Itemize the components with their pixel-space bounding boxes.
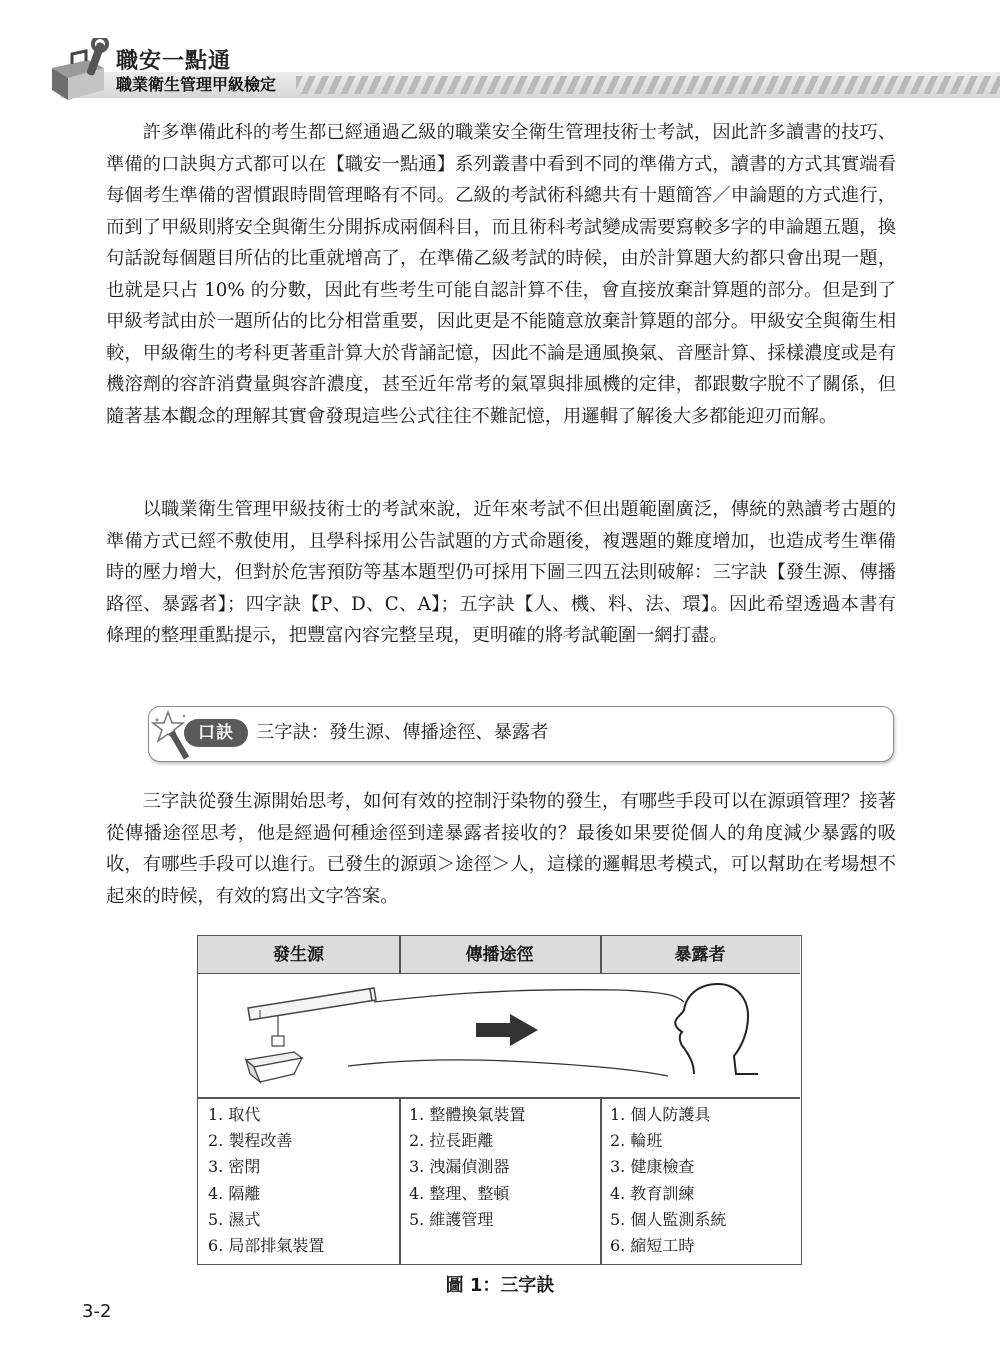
pathway-control-list: [409, 1102, 525, 1233]
paragraph-1: 許多準備此科的考生都已經通過乙級的職業安全衛生管理技術士考試，因此許多讀書的技巧、準備的口訣與方式都可以在【職安一點通】系列叢書中看到不同的準備方式，讀書的方式其實端看每個考生準備的習慣跟時間管理略有不同。乙級的考試術科總共有十題簡答／申論題的方式進行，而到了甲級則將安全與衛生分開拆成兩個科目，而且術科考試變成需要寫較多字的申論題五題，換句話說每個題目所佔的比重就增高了，在準備乙級考試的時候，由於計算題大約都只會出現一題，也就是只占 10% 的分數，因此有些考生可能自認計算不佳，會直接放棄計算題的部分。但是到了甲級考試由於一題所佔的比分相當重要，因此更是不能隨意放棄計算題的部分。甲級安全與衛生相較，甲級衛生的考科更著重計算大於背誦記憶，因此不論是通風換氣、音壓計算、採樣濃度或是有機溶劑的容許消費量與容許濃度，甚至近年常考的氣罩與排風機的定律，都跟數字脫不了關係，但隨著基本觀念的理解其實會發現這些公式往往不難記憶，用邏輯了解後大多都能迎刃而解。: [106, 122, 896, 427]
right-arrow-icon: [476, 1014, 538, 1046]
list-item: 3. 洩漏偵測器: [409, 1157, 510, 1177]
page-number: 3-2: [82, 1301, 112, 1322]
mnemonic-text: 三字訣：發生源、傳播途徑、暴露者: [256, 722, 549, 743]
list-item: 1. 取代: [208, 1105, 261, 1124]
list-item: 1. 個人防護具: [610, 1105, 711, 1124]
paragraph-2: 以職業衛生管理甲級技術士的考試來說，近年來考試不但出題範圍廣泛，傳統的熟讀考古題的準備方式已經不敷使用，且學科採用公告試題的方式命題後，複選題的難度增加，也造成考生準備時的壓力增大，但對於危害預防等基本題型仍可採用下圖三四五法則破解：三字訣【發生源、傳播路徑、暴露者】；四字訣【P、D、C、A】；五字訣【人、機、料、法、環】。因此希望透過本書有條理的整理重點提示，把豐富內容完整呈現，更明確的將考試範圍一網打盡。: [106, 499, 896, 646]
person-head-icon: [675, 984, 758, 1074]
list-item: 4. 整理、整頓: [409, 1183, 510, 1203]
list-item: 2. 製程改善: [208, 1131, 293, 1151]
exhaust-duct-icon: [248, 988, 376, 1020]
list-item: 5. 維護管理: [409, 1209, 494, 1229]
column-header-source: 發生源: [198, 936, 399, 974]
list-item: 1. 整體換氣裝置: [409, 1105, 526, 1124]
illustration-divider: [198, 1097, 800, 1099]
list-item: 4. 隔離: [208, 1183, 261, 1203]
list-item: 3. 健康檢查: [610, 1157, 695, 1177]
list-item: 4. 教育訓練: [610, 1183, 695, 1203]
list-item: 3. 密閉: [208, 1157, 261, 1177]
book-title: 職安一點通: [116, 49, 232, 74]
list-item: 2. 輪班: [610, 1131, 663, 1151]
list-item: 6. 局部排氣裝置: [208, 1236, 325, 1256]
column-divider: [399, 936, 401, 974]
column-divider: [600, 1097, 602, 1264]
book-subtitle: 職業衛生管理甲級檢定: [116, 75, 277, 94]
figure-caption: 圖 1：三字訣: [445, 1275, 555, 1296]
paragraph-3: 三字訣從發生源開始思考，如何有效的控制汙染物的發生，有哪些手段可以在源頭管理？接著從傳播途徑思考，他是經過何種途徑到達暴露者接收的？最後如果要從個人的角度減少暴露的吸收，有哪些手段可以進行。已發生的源頭＞途徑＞人，這樣的邏輯思考模式，可以幫助在考場想不起來的時候，有效的寫出文字答案。: [106, 791, 896, 907]
receiver-control-list: [610, 1102, 726, 1259]
header-stripes: [296, 76, 1000, 94]
source-tank-icon: [246, 1015, 302, 1082]
list-item: 5. 個人監測系統: [610, 1209, 727, 1229]
column-header-pathway: 傳播途徑: [399, 936, 600, 974]
list-item: 2. 拉長距離: [409, 1131, 494, 1151]
column-header-receiver: 暴露者: [600, 936, 800, 974]
column-divider: [600, 936, 602, 974]
column-divider: [399, 1097, 401, 1264]
list-item: 6. 縮短工時: [610, 1236, 695, 1256]
exposure-illustration: [198, 974, 800, 1098]
mnemonic-badge: 口訣: [184, 719, 248, 747]
three-word-figure-table: [197, 935, 802, 1265]
list-item: 5. 濕式: [208, 1209, 261, 1229]
source-control-list: [208, 1102, 324, 1259]
toolbox-logo-icon: [44, 38, 114, 104]
